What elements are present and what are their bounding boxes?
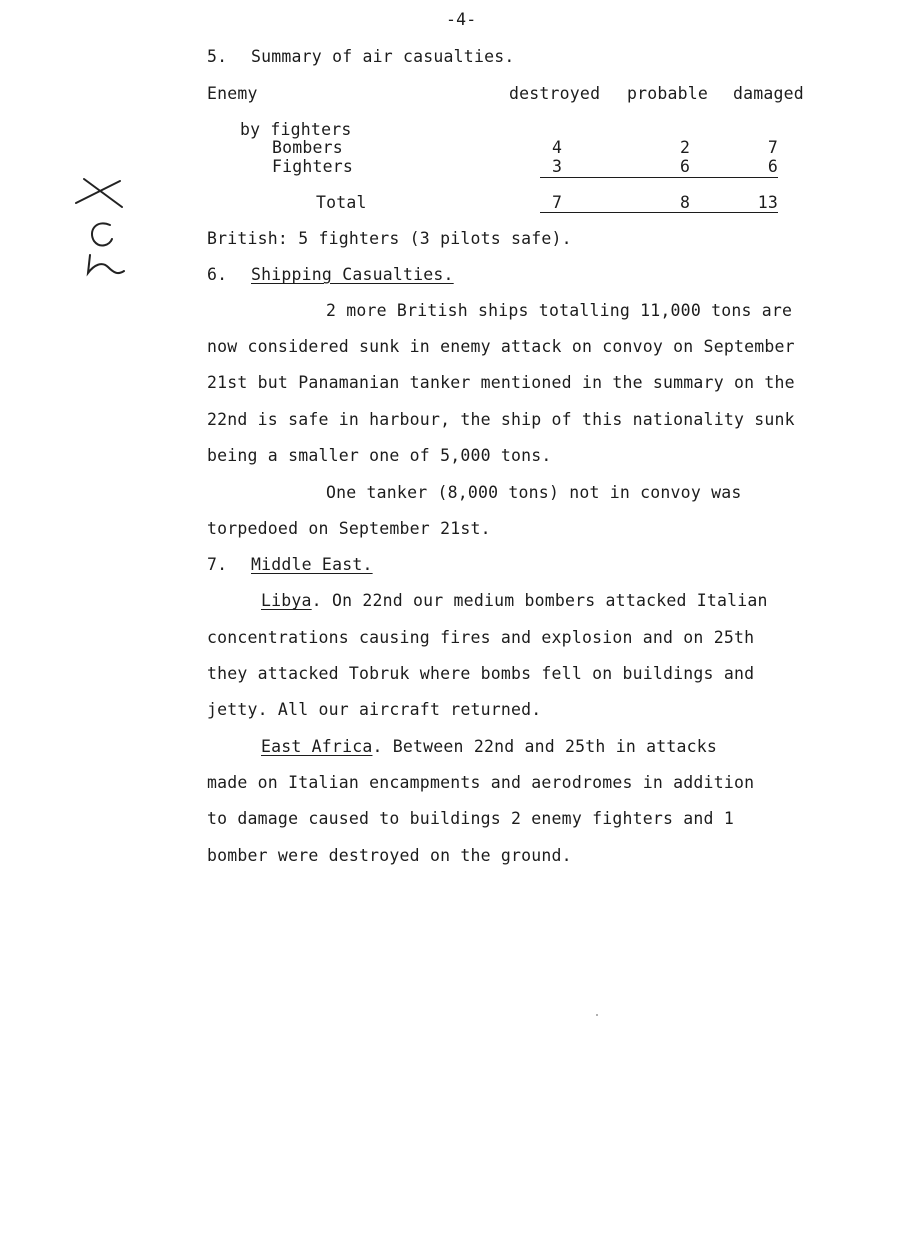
col-header-probable: probable [627, 84, 709, 103]
section7-heading-line [251, 555, 373, 574]
section5-heading: Summary of air casualties. [251, 47, 515, 66]
fighters-destroyed: 3 [552, 157, 563, 176]
total-rule [540, 212, 778, 213]
section6-line: now considered sunk in enemy attack on convoy on September [207, 337, 795, 356]
section6-line: 2 more British ships totalling 11,000 tons are [326, 301, 793, 320]
libya-line: concentrations causing fires and explosion and on 25th [207, 628, 755, 647]
fighters-damaged: 6 [767, 157, 778, 176]
bombers-damaged: 7 [767, 138, 778, 157]
bombers-probable: 2 [680, 138, 691, 157]
section6-line: 21st but Panamanian tanker mentioned in the summary on the [207, 373, 795, 392]
total-label: Total [316, 193, 367, 212]
scan-speck [596, 1014, 598, 1016]
section6-line: torpedoed on September 21st. [207, 519, 491, 538]
british-casualties: British: 5 fighters (3 pilots safe). [207, 229, 572, 248]
libya-line: they attacked Tobruk where bombs fell on buildings and [207, 664, 755, 683]
libya-text: . On 22nd our medium bombers attacked Italian [311, 591, 768, 610]
section6-number: 6. [207, 265, 228, 284]
subtotal-rule [540, 177, 778, 178]
handwritten-margin-annotation [70, 175, 140, 285]
section7-heading: Middle East. [251, 555, 373, 574]
section6-line: 22nd is safe in harbour, the ship of this nationality sunk [207, 410, 795, 429]
col-header-destroyed: destroyed [509, 84, 601, 103]
libya-heading: Libya [261, 591, 312, 610]
section7-number: 7. [207, 555, 228, 574]
bombers-destroyed: 4 [552, 138, 563, 157]
libya-line: jetty. All our aircraft returned. [207, 700, 542, 719]
col-header-damaged: damaged [733, 84, 804, 103]
east-africa-text: . Between 22nd and 25th in attacks [372, 737, 718, 756]
row-label-bombers: Bombers [272, 138, 343, 157]
section6-heading: Shipping Casualties. [251, 265, 454, 284]
section6-line: being a smaller one of 5,000 tons. [207, 446, 552, 465]
section6-line: One tanker (8,000 tons) not in convoy was [326, 483, 742, 502]
page-number: -4- [446, 10, 477, 29]
east-africa-line: bomber were destroyed on the ground. [207, 846, 572, 865]
enemy-label: Enemy [207, 84, 258, 103]
section5-number: 5. [207, 47, 228, 66]
by-fighters-label: by fighters [240, 120, 352, 139]
row-label-fighters: Fighters [272, 157, 354, 176]
libya-paragraph-first-line [261, 591, 768, 610]
east-africa-line: to damage caused to buildings 2 enemy fighters and 1 [207, 809, 734, 828]
east-africa-line: made on Italian encampments and aerodromes in addition [207, 773, 755, 792]
east-africa-heading: East Africa [261, 737, 373, 756]
total-destroyed: 7 [552, 193, 563, 212]
fighters-probable: 6 [680, 157, 691, 176]
total-damaged: 13 [757, 193, 778, 212]
total-probable: 8 [680, 193, 691, 212]
east-africa-paragraph-first-line [261, 737, 717, 756]
